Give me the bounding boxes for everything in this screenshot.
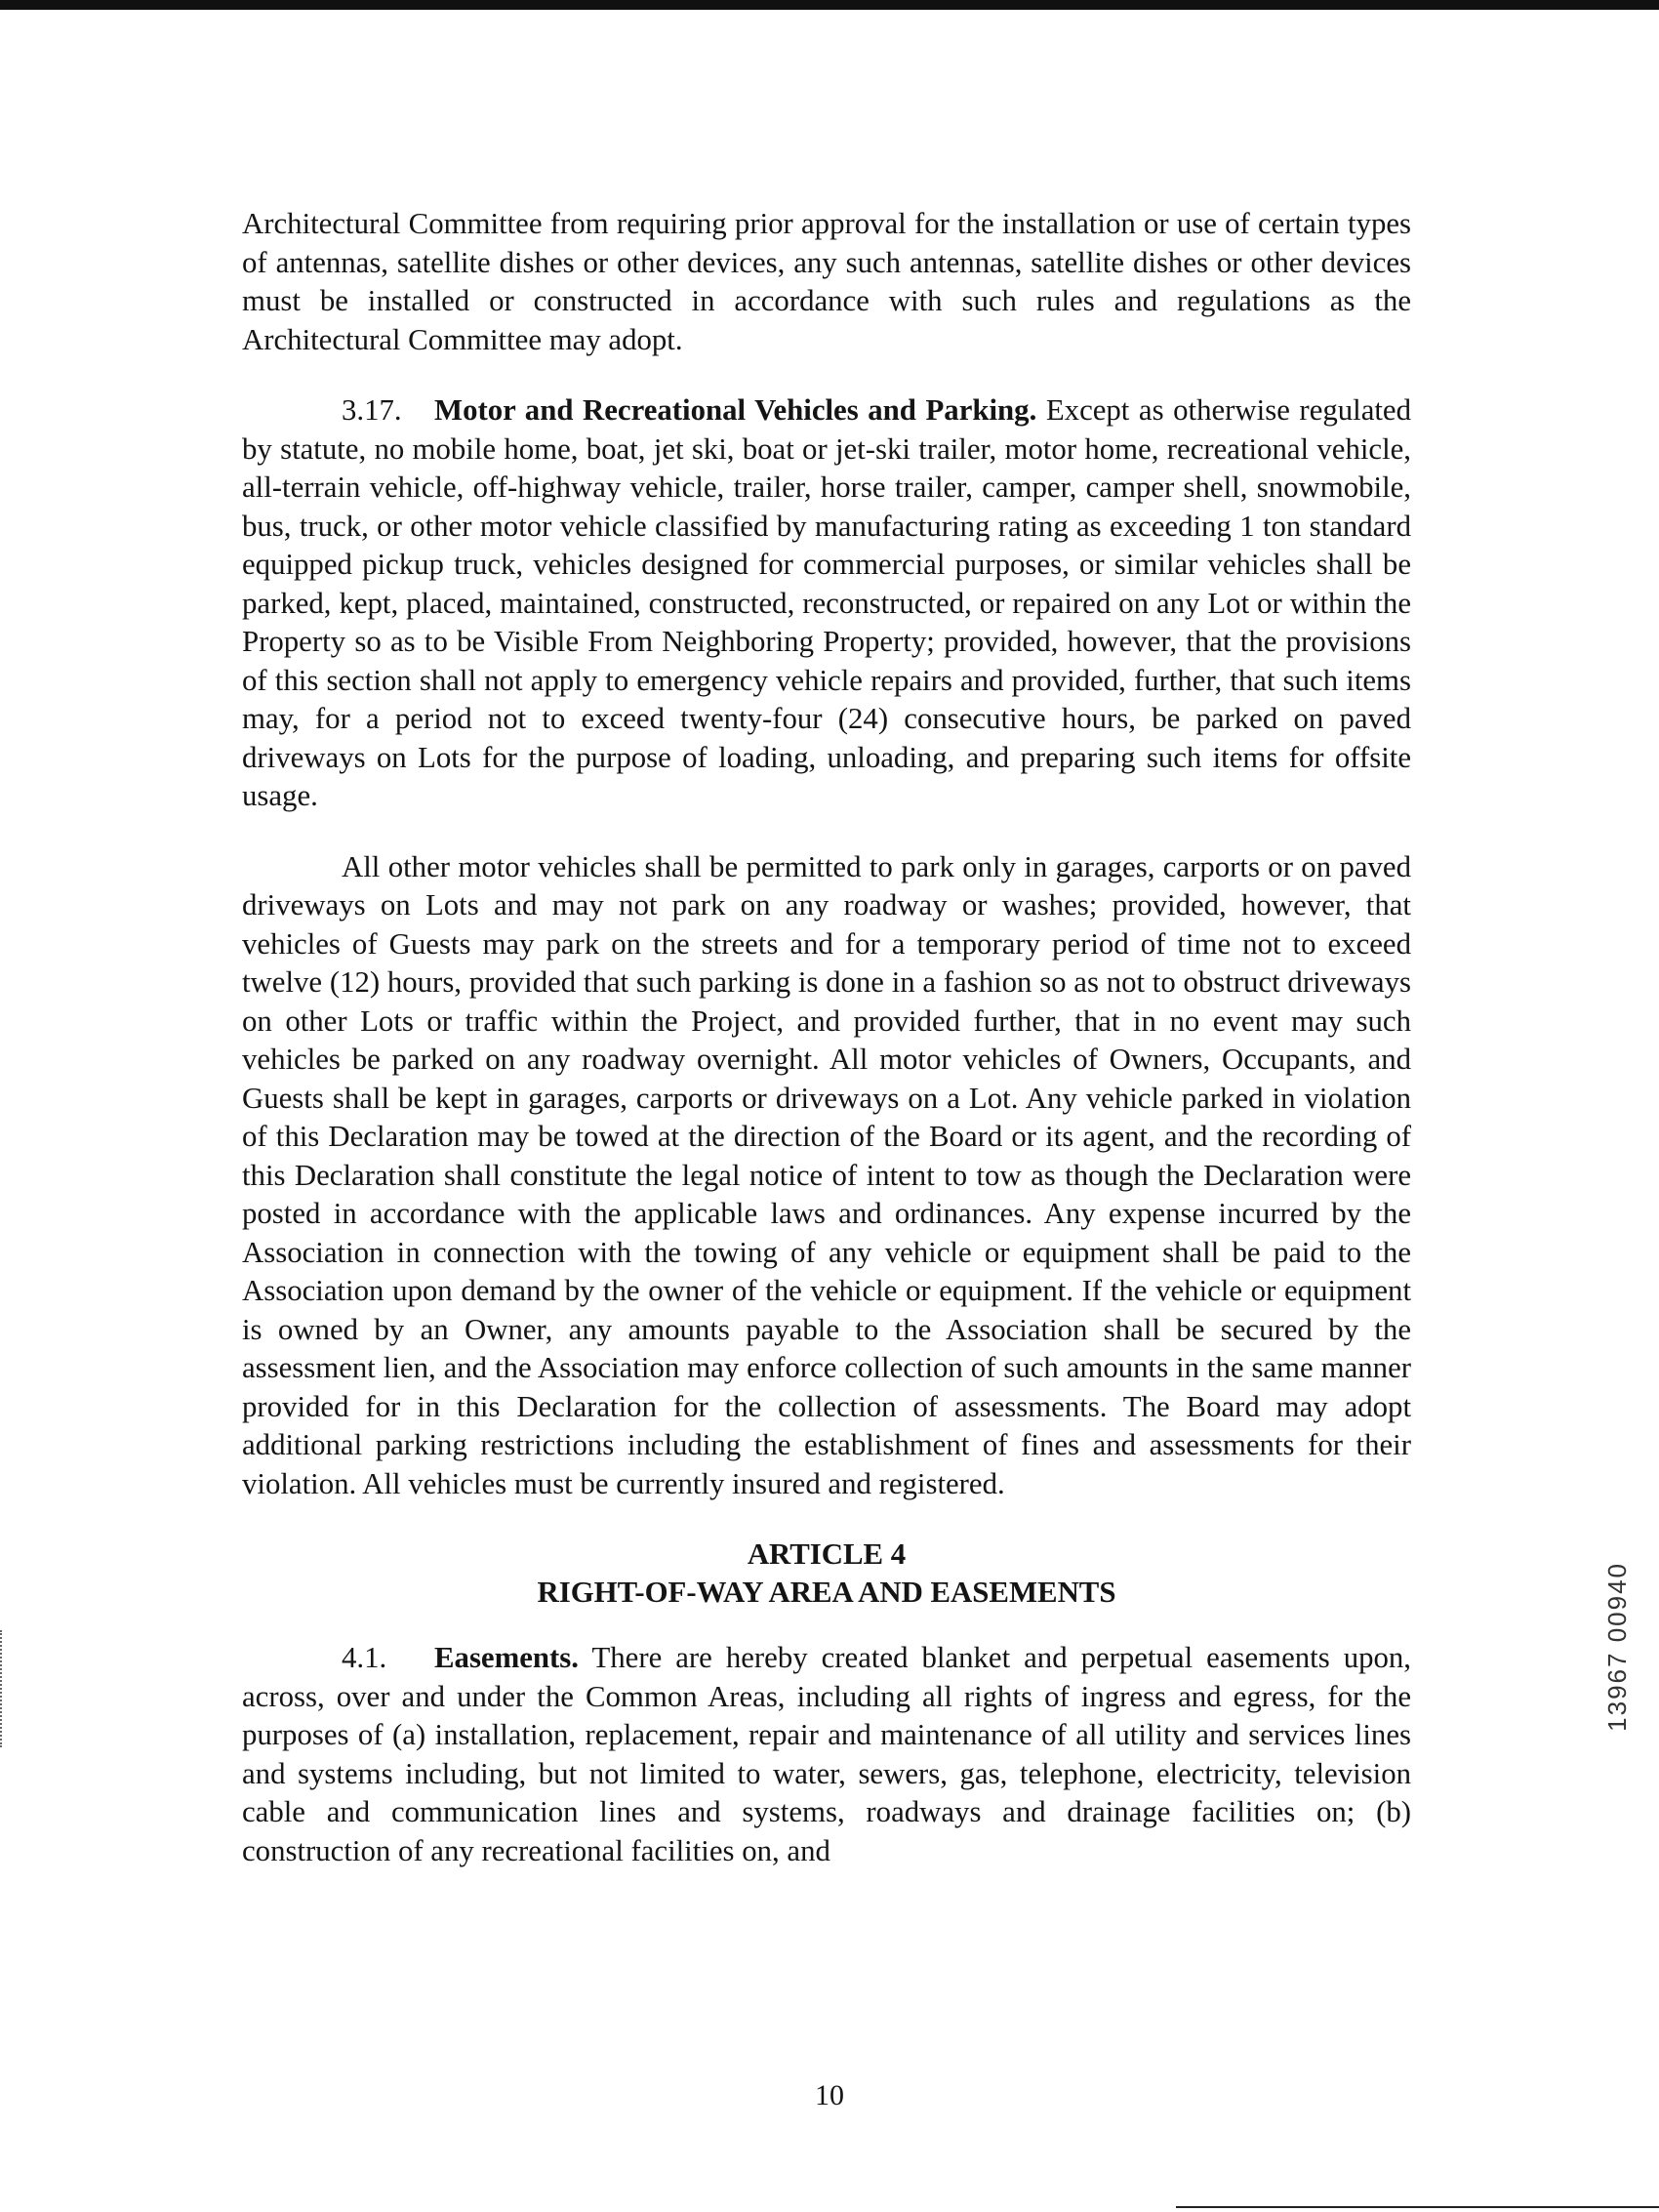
page-number: 10 <box>815 2079 844 2111</box>
article-heading <box>242 1536 1411 1612</box>
section-number: 4.1. <box>342 1641 387 1674</box>
scan-bottom-line <box>1176 2206 1659 2208</box>
scan-edge-marks <box>0 1630 5 1747</box>
section-number: 3.17. <box>342 393 402 427</box>
parking-paragraph: All other motor vehicles shall be permitted to park only in garages, carports or on paved driveways on Lots and may not park on any roadway or washes; provided, however, that vehicles of Guests may park on the streets and for a temporary period of time not to exceed twelve (12) hours, provided that such parking is done in a fashion so as not to obstruct driveways on other Lots or traffic within the Project, and provided further, that in no event may such vehicles be parked on any roadway overnight. All motor vehicles of Owners, Occupants, and Guests shall be kept in garages, carports or driveways on a Lot. Any vehicle parked in violation of this Declaration may be towed at the direction of the Board or its agent, and the recording of this Declaration shall constitute the legal notice of intent to tow as though the Declaration were posted in accordance with the applicable laws and ordinances. Any expense incurred by the Association in connection with the towing of any vehicle or equipment shall be paid to the Association upon demand by the owner of the vehicle or equipment. If the vehicle or equipment is owned by an Owner, any amounts payable to the Association shall be secured by the assessment lien, and the Association may enforce collection of such amounts in the same manner provided for in this Declaration for the collection of assessments. The Board may adopt additional parking restrictions including the establishment of fines and assessments for their violation. All vehicles must be currently insured and registered. <box>242 849 1411 1500</box>
section-4-1 <box>242 1639 1411 1870</box>
scan-top-border <box>0 0 1659 10</box>
article-number: ARTICLE 4 <box>747 1537 907 1571</box>
section-3-17 <box>242 391 1411 816</box>
intro-paragraph: Architectural Committee from requiring prior approval for the installation or use of certain types of antennas, satellite dishes or other devices, any such antennas, satellite dishes or other devices must be installed or constructed in accordance with such rules and regulations as the Architectural Committee may adopt. <box>242 207 1411 356</box>
section-body: Except as otherwise regulated by statute, no mobile home, boat, jet ski, boat or jet-ski trailer, motor home, recreational vehicle, all-terrain vehicle, off-highway vehicle, trailer, horse trailer, camper, camper shell, snowmobile, bus, truck, or other motor vehicle classified by manufacturing rating as exceeding 1 ton standard equipped pickup truck, vehicles designed for commercial purposes, or similar vehicles shall be parked, kept, placed, maintained, constructed, reconstructed, or repaired on any Lot or within the Property so as to be Visible From Neighboring Property; provided, however, that the provisions of this section shall not apply to emergency vehicle repairs and provided, further, that such items may, for a period not to exceed twenty-four (24) consecutive hours, be parked on paved driveways on Lots for the purpose of loading, unloading, and preparing such items for offsite usage. <box>242 393 1412 812</box>
document-page <box>242 205 1411 1903</box>
section-title: Motor and Recreational Vehicles and Parking. <box>434 393 1037 427</box>
section-body: There are hereby created blanket and perpetual easements upon, across, over and under the Common Areas, including all rights of ingress and egress, for the purposes of (a) installation, replacement, repair and maintenance of all utility and services lines and systems including, but not limited to water, sewers, gas, telephone, electricity, television cable and communication lines and systems, roadways and drainage facilities on; (b) construction of any recreational facilities on, and <box>242 1641 1411 1867</box>
article-title: RIGHT-OF-WAY AREA AND EASEMENTS <box>537 1576 1116 1609</box>
section-title: Easements. <box>434 1641 579 1674</box>
recording-stamp: 13967 00940 <box>1602 1562 1632 1732</box>
